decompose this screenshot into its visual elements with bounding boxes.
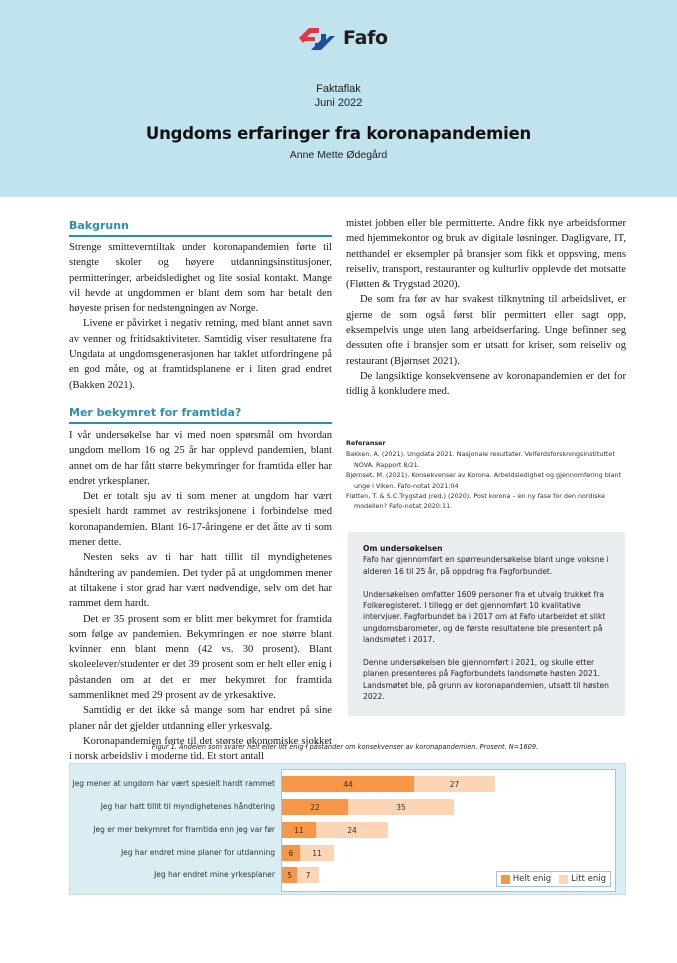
section-continued-body <box>346 216 626 400</box>
about-paragraph: Undersøkelsen omfatter 1609 personer fra et utvalg trukket fra Folkeregisteret. I tillegg er det gjennomført 10 kvalitative intervjuer. Fagforbundet ba i 2017 om at Fafo utarbeidet et slikt ungdomsbarometer, og de første resultatene ble presentert på landsmøtet i 2017. <box>363 589 606 645</box>
chart-legend <box>496 871 611 887</box>
bar-litt-enig: 24 <box>316 822 388 838</box>
category-label: Jeg har hatt tillit til myndighetenes håndtering <box>100 802 275 811</box>
fafo-logo-icon <box>297 24 337 52</box>
bar-row <box>282 867 319 883</box>
fafo-logo <box>297 24 388 52</box>
reference-item: Bakken, A. (2021). Ungdata 2021. Nasjonale resultater. Velferdsforskningsinstituttet NOVA. Rapport 8/21. <box>346 450 615 469</box>
legend-swatch-icon <box>559 875 568 884</box>
doc-date: Juni 2022 <box>314 97 363 109</box>
paragraph: De som fra før av har svakest tilknytning til arbeidslivet, er gjerne de som også først blir permittert eller sagt opp, eksempelvis unge uten lang arbeidserfaring. Unge befinner seg dessuten ofte i bransjer som er utsatt for kriser, som reiseliv og restaurant (Bjørnset 2021). <box>346 294 626 367</box>
bar-row <box>282 776 495 792</box>
legend-swatch-icon <box>501 875 510 884</box>
about-intro: Fafo har gjennomført en spørreundersøkelse blant unge voksne i alderen 16 til 25 år, på oppdrag fra Fagforbundet. <box>363 555 609 576</box>
bar-litt-enig: 7 <box>297 867 319 883</box>
paragraph: Koronapandemien førte til det største økonomiske sjokket i norsk arbeidsliv i moderne tid. Et stort antall <box>69 735 332 763</box>
legend-label: Helt enig <box>512 874 552 884</box>
reference-item: Fløtten, T. & S.C.Trygstad (red.) (2020). Post korona – en ny fase for den nordiske modellen? Fafo-notat 2020:11. <box>346 492 605 511</box>
author: Anne Mette Ødegård <box>289 149 388 161</box>
document-header <box>0 0 677 197</box>
logo-text: Fafo <box>343 27 388 49</box>
bar-helt-enig: 11 <box>282 822 316 838</box>
category-label: Jeg mener at ungdom har vært spesielt hardt rammet <box>72 779 275 788</box>
section-heading-bekymret: Mer bekymret for framtida? <box>69 406 332 424</box>
section-bekymret-body <box>69 428 332 765</box>
bar-litt-enig: 27 <box>414 776 495 792</box>
bar-litt-enig: 35 <box>348 799 454 815</box>
paragraph: Livene er påvirket i negativ retning, med blant annet savn av venner og fritidsaktiviteter. Samtidig viser resultatene fra Ungdata at ungdomsgenerasjonen har taklet utfordringene på en god måte, og at framtidsplanene er i liten grad endret (Bakken 2021). <box>69 318 332 391</box>
paragraph: Det er 35 prosent som er blitt mer bekymret for framtida som følge av pandemien. Bekymringen er noe større blant kvinner enn blant menn (42 vs. 30 prosent). Blant skoleelever/studenter er det 39 prosent som er helt eller enig i påstanden om at det er mer bekymret for framtida sammenliknet med 29 prosent av de yrkesaktive. <box>69 613 332 702</box>
section-bakgrunn-body <box>69 240 332 393</box>
category-label: Jeg har endret mine yrkesplaner <box>154 870 275 879</box>
bar-helt-enig: 44 <box>282 776 414 792</box>
bar-row <box>282 845 334 861</box>
paragraph: Nesten seks av ti har hatt tillit til myndighetenes håndtering av pandemien. Det tyder på at ungdommen mener at tiltakene i stor grad har vært nødvendige, selv om det har rammet dem hardt. <box>69 552 332 610</box>
about-survey-box <box>348 532 625 716</box>
paragraph: I vår undersøkelse har vi med noen spørsmål om hvordan ungdom mellom 16 og 25 år har opplevd pandemien, blant annet om de har fått større bekymringer for framtida eller har endret yrkesplaner. <box>69 430 332 487</box>
bar-row <box>282 822 388 838</box>
paragraph: Det er totalt sju av ti som mener at ungdom har vært spesielt hardt rammet av restriksjonene i forbindelse med koronapandemien. Blant 16-17-åringene er det åtte av ti som mener dette. <box>69 491 332 549</box>
legend-label: Litt enig <box>571 874 606 884</box>
bar-row <box>282 799 454 815</box>
bar-helt-enig: 6 <box>282 845 300 861</box>
page-title: Ungdoms erfaringer fra koronapandemien <box>145 124 532 143</box>
references-title: Referanser <box>346 439 386 447</box>
reference-item: Bjørnset, M. (2021). Konsekvenser av Korona. Arbeidsledighet og gjennomføring blant unge i Viken. Fafo-notat 2021:04 <box>346 471 622 490</box>
paragraph: Samtidig er det ikke så mange som har endret på sine planer når det gjelder utdanning eller yrkesvalg. <box>69 705 332 732</box>
paragraph: Strenge smitteverntiltak under koronapandemien førte til stengte skoler og høyere utdanningsinstitusjoner, permitteringer, arbeidsledighet og lite sosial kontakt. Mange vil hevde at ungdommen er blant dem som har betalt den høyeste prisen for nedstengningen av Norge. <box>69 242 332 315</box>
about-paragraph: Denne undersøkelsen ble gjennomført i 2021, og skulle etter planen presenteres på Fagforbundets landsmøte høsten 2021. Landsmøtet ble, på grunn av koronapandemien, utsatt til høsten 2022. <box>363 658 609 702</box>
category-label: Jeg har endret mine planer for utdanning <box>120 848 275 857</box>
category-label: Jeg er mer bekymret for framtida enn jeg var før <box>93 825 275 834</box>
paragraph: De langsiktige konsekvensene av koronapandemien er det for tidlig å konkludere med. <box>346 370 626 398</box>
bar-litt-enig: 11 <box>300 845 334 861</box>
figure-caption: Figur 1. Andelen som svarer helt eller litt enig i påstander om konsekvenser av koronapandemien. Prosent. N=1609. <box>151 743 539 751</box>
bar-helt-enig: 5 <box>282 867 297 883</box>
references <box>346 438 626 512</box>
bar-chart <box>69 763 626 895</box>
bar-helt-enig: 22 <box>282 799 348 815</box>
legend-item-litt-enig <box>559 874 606 884</box>
paragraph: mistet jobben eller ble permitterte. Andre fikk nye arbeidsformer med hjemmekontor og bruk av digitale løsninger. Dagligvare, IT, netthandel er eksempler på bransjer som fikk et oppsving, mens reiseliv, transport, restauranter og kulturliv opplevde det motsatte (Fløtten & Trygstad 2020). <box>346 218 626 291</box>
section-heading-bakgrunn: Bakgrunn <box>69 219 332 237</box>
legend-item-helt-enig <box>501 874 551 884</box>
about-title: Om undersøkelsen <box>363 544 443 553</box>
doc-type: Faktaflak <box>316 83 361 95</box>
plot-area <box>281 769 616 892</box>
